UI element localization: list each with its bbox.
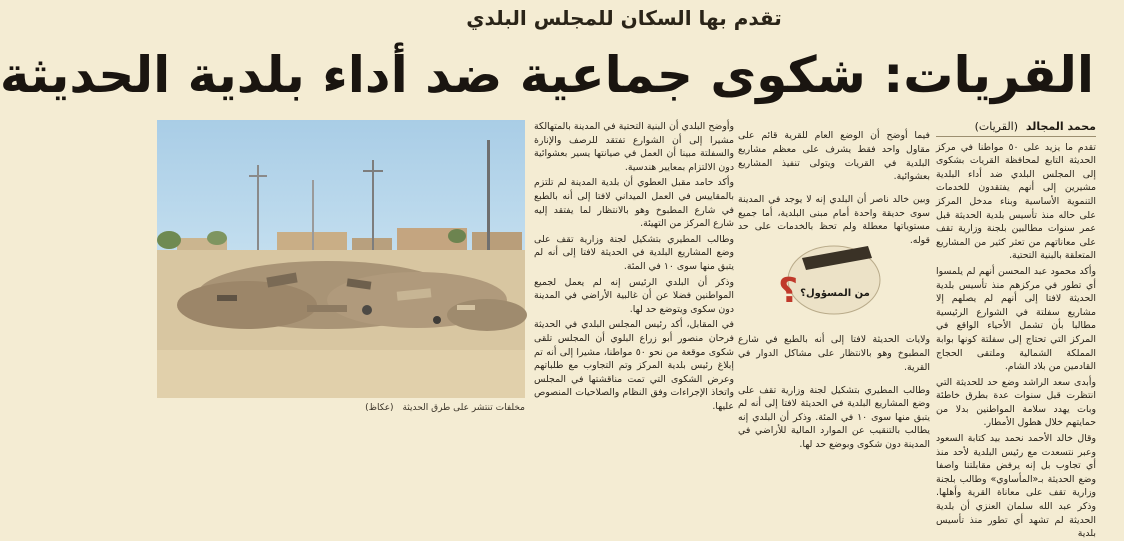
article-column-left — [534, 120, 734, 438]
byline-location: (القريات) — [974, 120, 1019, 133]
byline — [936, 120, 1096, 137]
paragraph: فيما أوضح أن الوضع العام للقرية قائم على مقاول واحد فقط يشرف على معظم مشاريع البلدية في القريات ويتولى تنفيذ المشاريع بعشوائية. — [738, 130, 930, 183]
article-column-middle-top — [738, 120, 930, 246]
paragraph: تقدم ما يزيد على ٥٠ مواطنا في مركز الحديثة التابع لمحافظة القريات بشكوى إلى المجلس البلدي ضد أداء البلدية مشيرين إلى أنهم يفتقدون للخدمات التنموية الأساسية وبناء مدخل المركز على حاله منذ تأسيس بلدية الحديثة قبل عمر سنوات مطالبين بلجنة وزارية تقف على معاناتهم من تعثر كثير من المشاريع المتعلقة بالبنية التحتية. — [936, 141, 1096, 262]
paragraph: وقال خالد الأحمد نحمد بيد كتابة السعود وعبر نتسعدت مع رئيس البلدية لأحد منذ أي تجاوب بل إنه يرفض مقابلتنا واصفا وضع الحديثة بـ«المأساوي» وطالب بلجنة وزارية تقف على معاناة القرية وأهلها. وذكر عبد الله سلمان العنزي أن بلدية الحديثة لم تشهد أي تطور منذ تأسيس بلدية — [936, 433, 1096, 540]
caption-credit: (عكاظ) — [365, 403, 394, 413]
paragraph: في المقابل، أكد رئيس المجلس البلدي في الحديثة فرحان منصور أبو زراع البلوي أن المجلس تلقى شكوى موقعة من نحو ٥٠ مواطنا، مشيرا إلى أنه تم إبلاغ رئيس بلدية المركز وتم التجاوب مع طلباتهم وعرض الشكوى التي تمت مناقشتها في المجلس واتخاذ الإجراءات وفق النظام والصلاحيات المنصوص عليها. — [534, 319, 734, 412]
logo-word: من المسؤول؟ — [800, 288, 870, 299]
paragraph: ولايات الحديثة لافتا إلى أنه بالطبع في شارع المطبوخ وهو بالانتظار على مشاكل الدوار في القرية. — [738, 334, 930, 373]
paragraph: وطالب المطيري بتشكيل لجنة وزارية تقف على وضع المشاريع البلدية في الحديثة لافتا إلى أنه لم يتبق منها سوى ١٠ في المئة. — [534, 233, 734, 272]
paragraph: وبين خالد ناصر أن البلدي إنه لا يوجد في المدينة سوى حديقة واحدة أمام مبنى البلدية، أما جميع مستوياتها معطلة ولم تحظ بالخدمات على حد قوله. — [738, 194, 930, 246]
headline: القريات: شكوى جماعية ضد أداء بلدية الحديثة — [0, 46, 1094, 104]
who-responsible-logo — [780, 228, 888, 320]
paragraph: وأبدى سعد الراشد وضع حد للحديثة التي انتظرت قبل سنوات عدة بطرق خاطئة وبات يهدد سلامة المواطنين بدلا من حمايتهم خلال هطول الأمطار. — [936, 376, 1096, 429]
question-mark-icon: ؟ — [778, 271, 798, 311]
paragraph: وأوضح البلدي أن البنية التحتية في المدينة بالمتهالكة مشيرا إلى أن الشوارع تفتقد للرصف والإنارة والسفلتة مبينا أن العمل في صيانتها يسير بعشوائية دون الالتزام بمعايير هندسية. — [534, 121, 734, 173]
paragraph: وأكد محمود عبد المحسن أنهم لم يلمسوا أي تطور في مركزهم منذ تأسيس بلدية الحديثة لافتا إلى أنهم لم يصلهم إلا مشاريع سفلتة في الشوارع الرئيسية مطالبا بأن تشمل الأحياء الواقع في المركز التي تحتاج إلى سفلتة كونها بوابة المملكة الشمالية وملتقى الحجاج القادمين من بلاد الشام. — [936, 265, 1096, 373]
paragraph: وطالب المطيري بتشكيل لجنة وزارية تقف على وضع المشاريع البلدية في الحديثة لافتا إلى أنه لم يتبق منها سوى ١٠ في المئة. وذكر أن البلدي إنه يطالب بالتنقيب عن الموارد المالية للأراضي في المدينة دون شكوى وبوضع حد لها. — [738, 384, 930, 450]
article-column-middle-bottom — [738, 324, 930, 461]
article-photo — [157, 120, 525, 398]
paragraph: وذكر أن البلدي الرئيس إنه لم يعمل لجميع المواطنين فضلا عن أن غالبية الأراضي في المدينة دون سكوى ويتوضع حد لها. — [534, 276, 734, 315]
paragraph: وأكد حامد مقبل العطوي أن بلدية المدينة لم تلتزم بالمقاييس في العمل الميداني لافتا إلى أنه بالطبع في شارع المطبوخ وهو بالانتظار لما يفتقد إليه شارع المركز من التهيئة. — [534, 177, 734, 230]
caption-text: مخلفات تنتشر على طرق الحديثة — [402, 403, 525, 413]
byline-name: محمد المجالد — [1025, 120, 1096, 133]
article-column-right — [936, 120, 1096, 540]
kicker-subtitle: تقدم بها السكان للمجلس البلدي — [466, 6, 782, 30]
photo-caption — [157, 403, 525, 413]
